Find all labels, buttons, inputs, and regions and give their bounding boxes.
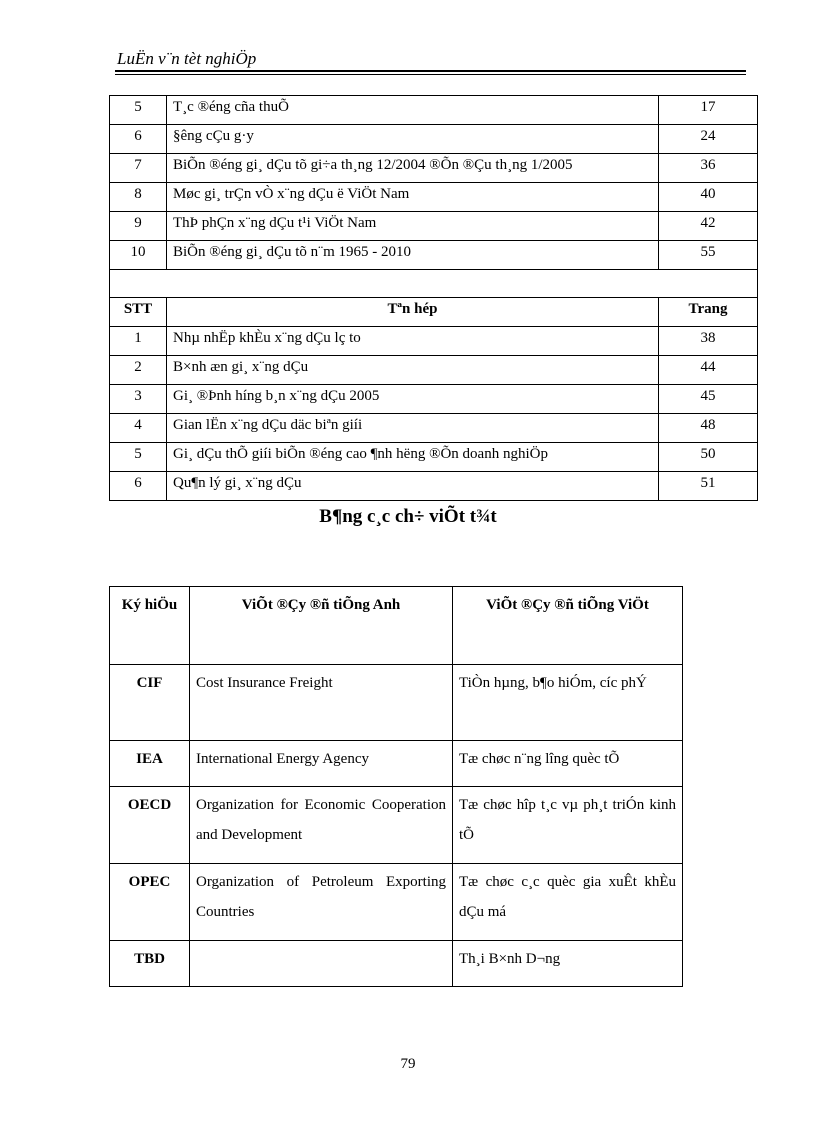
vietnamese-term: Tæ chøc hîp t¸c vµ ph¸t triÓn kinh tÕ xyxy=(453,787,683,864)
box-list-header-row xyxy=(110,298,758,327)
english-term: Organization of Petroleum Exporting Countries xyxy=(190,864,453,941)
english-term xyxy=(190,941,453,987)
abbreviation-code: TBD xyxy=(110,941,190,987)
table-row xyxy=(110,414,758,443)
abbreviation-table xyxy=(109,586,683,987)
box-name: Gi¸ ®Þnh híng b¸n x¨ng dÇu 2005 xyxy=(167,385,659,414)
page-ref: 55 xyxy=(659,241,758,270)
blank-cell xyxy=(110,270,758,298)
abbreviation-code: IEA xyxy=(110,741,190,787)
abbreviation-code: OPEC xyxy=(110,864,190,941)
row-number: 4 xyxy=(110,414,167,443)
table-row xyxy=(110,241,758,270)
row-number: 10 xyxy=(110,241,167,270)
header-rule xyxy=(115,70,746,72)
table-row xyxy=(110,787,683,864)
row-number: 5 xyxy=(110,443,167,472)
page-ref: 38 xyxy=(659,327,758,356)
blank-row xyxy=(110,270,758,298)
page-ref: 48 xyxy=(659,414,758,443)
box-name: Nhµ nhËp khÈu x¨ng dÇu lç to xyxy=(167,327,659,356)
table-row xyxy=(110,741,683,787)
table-row xyxy=(110,941,683,987)
row-number: 3 xyxy=(110,385,167,414)
figure-name: T¸c ®éng cña thuÕ xyxy=(167,96,659,125)
row-number: 7 xyxy=(110,154,167,183)
page-ref: 42 xyxy=(659,212,758,241)
page-ref: 50 xyxy=(659,443,758,472)
table-row xyxy=(110,472,758,501)
running-header: LuËn v¨n tèt nghiÖp xyxy=(117,49,257,68)
box-name: Gian lËn x¨ng dÇu däc biªn giíi xyxy=(167,414,659,443)
page-ref: 44 xyxy=(659,356,758,385)
row-number: 1 xyxy=(110,327,167,356)
page-ref: 40 xyxy=(659,183,758,212)
page-ref: 36 xyxy=(659,154,758,183)
vietnamese-term: TiÒn hµng, b¶o hiÓm, cíc phÝ xyxy=(453,665,683,741)
abbreviation-code: CIF xyxy=(110,665,190,741)
figure-name: BiÕn ®éng gi¸ dÇu tõ n¨m 1965 - 2010 xyxy=(167,241,659,270)
table-row xyxy=(110,665,683,741)
page-number: 79 xyxy=(400,1056,416,1072)
abbreviation-header-row xyxy=(110,587,683,665)
figure-name: ThÞ phÇn x¨ng dÇu t¹i ViÖt Nam xyxy=(167,212,659,241)
figure-and-box-list-table xyxy=(109,95,758,501)
table-row xyxy=(110,443,758,472)
header-vietnamese: ViÕt ®Çy ®ñ tiÕng ViÖt xyxy=(453,587,683,665)
row-number: 9 xyxy=(110,212,167,241)
table-row xyxy=(110,125,758,154)
table-row xyxy=(110,212,758,241)
header-rule xyxy=(115,74,746,75)
box-name: Qu¶n lý gi¸ x¨ng dÇu xyxy=(167,472,659,501)
figure-name: Møc gi¸ trÇn vÒ x¨ng dÇu ë ViÖt Nam xyxy=(167,183,659,212)
table-row xyxy=(110,96,758,125)
table-row xyxy=(110,356,758,385)
english-term: Cost Insurance Freight xyxy=(190,665,453,741)
header-symbol: Ký hiÖu xyxy=(110,587,190,665)
header-page: Trang xyxy=(659,298,758,327)
table-row xyxy=(110,385,758,414)
row-number: 6 xyxy=(110,125,167,154)
box-name: B×nh æn gi¸ x¨ng dÇu xyxy=(167,356,659,385)
page-ref: 17 xyxy=(659,96,758,125)
header-stt: STT xyxy=(110,298,167,327)
row-number: 8 xyxy=(110,183,167,212)
vietnamese-term: Tæ chøc n¨ng lîng quèc tÕ xyxy=(453,741,683,787)
english-term: Organization for Economic Cooperation and Development xyxy=(190,787,453,864)
box-name: Gi¸ dÇu thÕ giíi biÕn ®éng cao ¶nh hëng ®Õn doanh nghiÖp xyxy=(167,443,659,472)
vietnamese-term: Tæ chøc c¸c quèc gia xuÊt khÈu dÇu má xyxy=(453,864,683,941)
table-row xyxy=(110,154,758,183)
english-term: International Energy Agency xyxy=(190,741,453,787)
table-row xyxy=(110,327,758,356)
header-box-name: Tªn hép xyxy=(167,298,659,327)
row-number: 5 xyxy=(110,96,167,125)
figure-name: §êng cÇu g·y xyxy=(167,125,659,154)
section-title: B¶ng c¸c ch÷ viÕt t¾t xyxy=(319,506,497,527)
table-row xyxy=(110,183,758,212)
page-ref: 45 xyxy=(659,385,758,414)
page-ref: 51 xyxy=(659,472,758,501)
abbreviation-code: OECD xyxy=(110,787,190,864)
page-ref: 24 xyxy=(659,125,758,154)
row-number: 6 xyxy=(110,472,167,501)
figure-name: BiÕn ®éng gi¸ dÇu tõ gi÷a th¸ng 12/2004 ®Õn ®Çu th¸ng 1/2005 xyxy=(167,154,659,183)
vietnamese-term: Th¸i B×nh D¬ng xyxy=(453,941,683,987)
header-english: ViÕt ®Çy ®ñ tiÕng Anh xyxy=(190,587,453,665)
table-row xyxy=(110,864,683,941)
row-number: 2 xyxy=(110,356,167,385)
